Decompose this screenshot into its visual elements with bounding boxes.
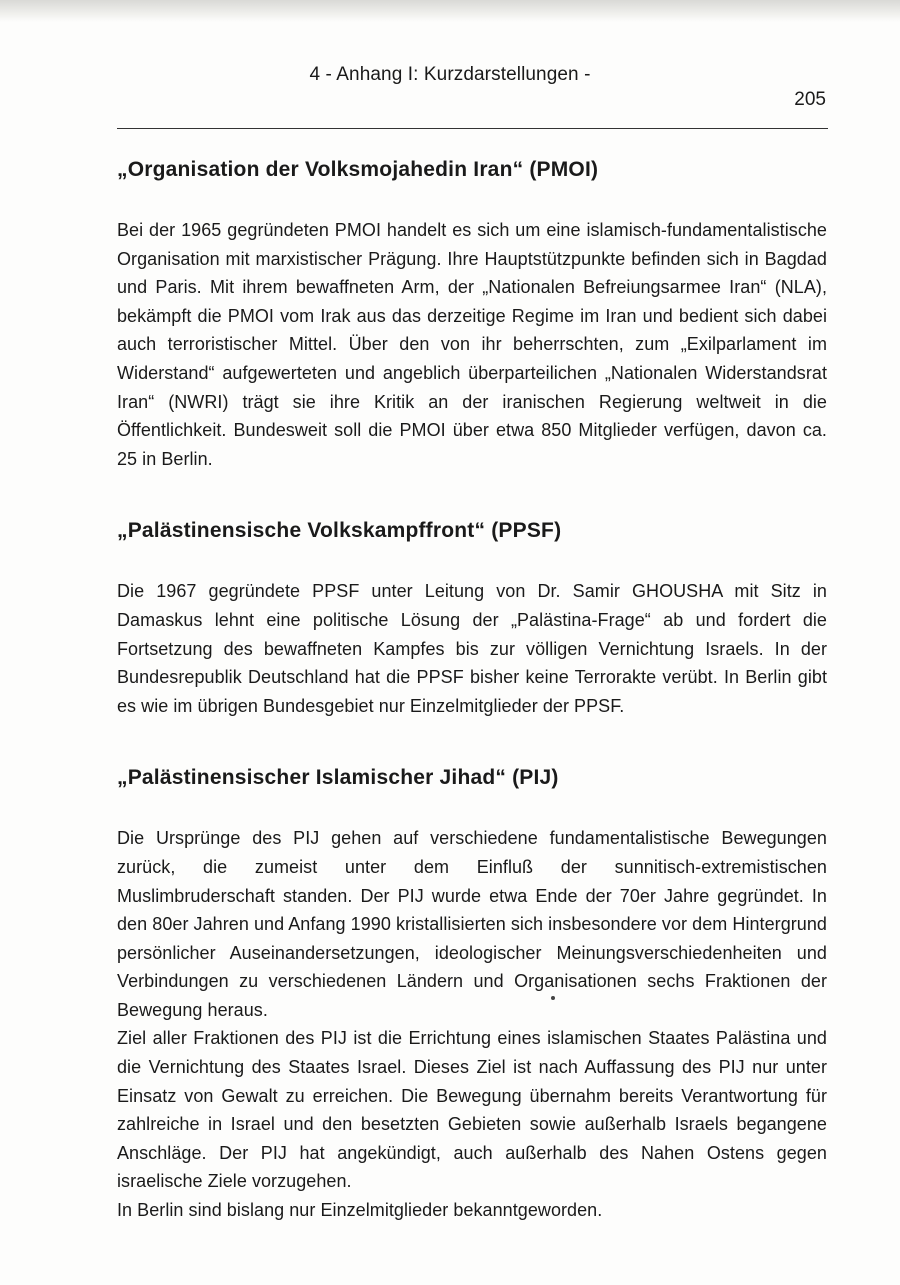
section-title: „Organisation der Volksmojahedin Iran“ (PMOI) (117, 158, 599, 181)
paragraph: Die Ursprünge des PIJ gehen auf verschiedene fundamentalistische Bewegungen zurück, die zumeist unter dem Einfluß der sunnitisch-extremistischen Muslimbruderschaft standen. Der PIJ wurde etwa Ende der 70er Jahre gegründet. In den 80er Jahren und Anfang 1990 kristallisierten sich insbesondere vor dem Hintergrund persönlicher Auseinandersetzungen, ideologischer Meinungsverschiedenheiten und Verbindungen zu verschiedenen Ländern und Organisationen sechs Fraktionen der Bewegung heraus. (117, 828, 827, 1020)
paragraph: Ziel aller Fraktionen des PIJ ist die Errichtung eines islamischen Staates Palästina und die Vernichtung des Staates Israel. Dieses Ziel ist nach Auffassung des PIJ nur unter Einsatz von Gewalt zu erreichen. Die Bewegung übernahm bereits Verantwortung für zahlreiche in Israel und den besetzten Gebieten sowie außerhalb Israels begangene Anschläge. Der PIJ hat angekündigt, auch außerhalb des Nahen Ostens gegen israelische Ziele vorzugehen. (117, 1028, 827, 1192)
section-title: „Palästinensischer Islamischer Jihad“ (PIJ) (117, 766, 559, 790)
page-content (117, 150, 827, 1225)
header-rule (117, 128, 828, 129)
scan-edge-shadow (0, 0, 900, 22)
section-pij (117, 758, 827, 1224)
running-header: 4 - Anhang I: Kurzdarstellungen - (309, 64, 591, 85)
section-pmoi (117, 150, 827, 473)
page-number: 205 (794, 89, 826, 110)
section-title: „Palästinensische Volkskampffront“ (PPSF) (117, 519, 562, 543)
scan-speck (551, 996, 555, 1000)
paragraph: In Berlin sind bislang nur Einzelmitglieder bekanntgeworden. (117, 1200, 603, 1221)
section-ppsf (117, 511, 827, 720)
paragraph: Die 1967 gegründete PPSF unter Leitung von Dr. Samir GHOUSHA mit Sitz in Damaskus lehnt eine politische Lösung der „Palästina-Frage“ ab und fordert die Fortsetzung des bewaffneten Kampfes bis zur völligen Vernichtung Israels. In der Bundesrepublik Deutschland hat die PPSF bisher keine Terrorakte verübt. In Berlin gibt es wie im übrigen Bundesgebiet nur Einzelmitglieder der PPSF. (117, 581, 827, 716)
paragraph: Bei der 1965 gegründeten PMOI handelt es sich um eine islamisch-fundamentalistische Organisation mit marxistischer Prägung. Ihre Hauptstützpunkte befinden sich in Bagdad und Paris. Mit ihrem bewaffneten Arm, der „Nationalen Befreiungsarmee Iran“ (NLA), bekämpft die PMOI vom Irak aus das derzeitige Regime im Iran und bedient sich dabei auch terroristischer Mittel. Über den von ihr beherrschten, zum „Exilparlament im Widerstand“ aufgewerteten und angeblich überparteilichen „Nationalen Widerstandsrat Iran“ (NWRI) trägt sie ihre Kritik an der iranischen Regierung weltweit in die Öffentlichkeit. Bundesweit soll die PMOI über etwa 850 Mitglieder verfügen, davon ca. 25 in Berlin. (117, 220, 827, 469)
